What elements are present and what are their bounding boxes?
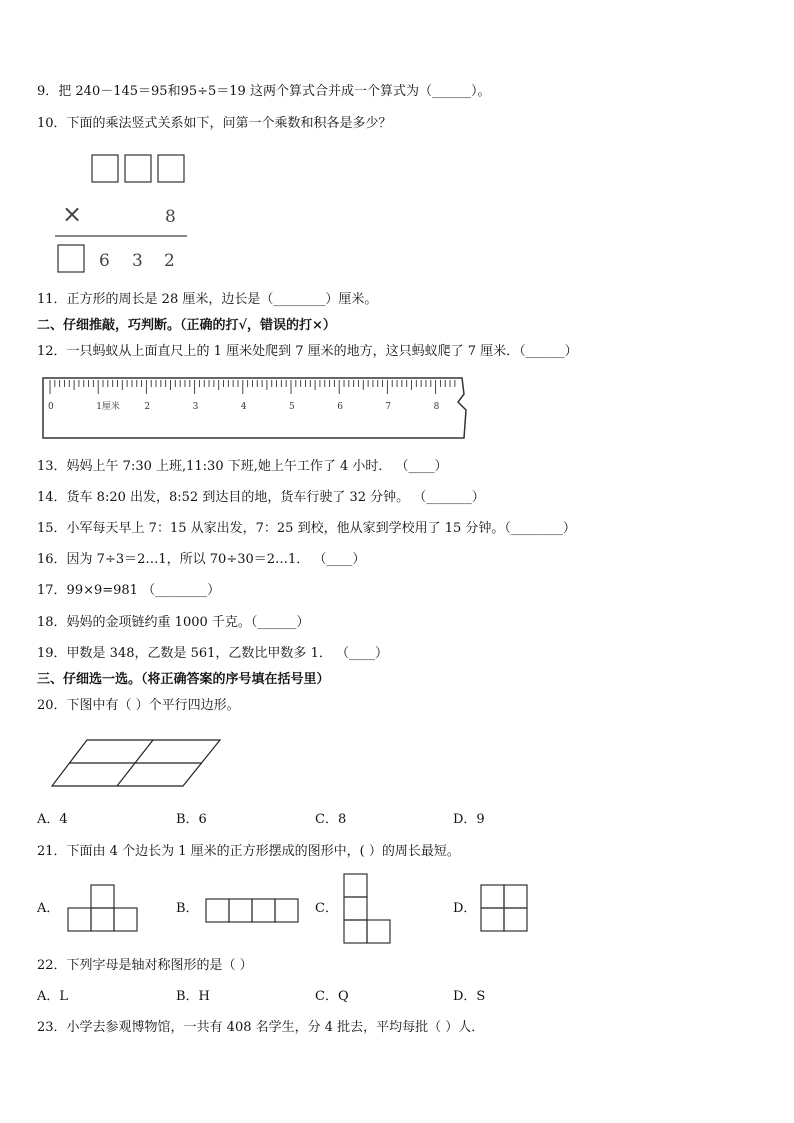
q21-label-a: A． bbox=[37, 901, 60, 916]
question-16: 16．因为 7÷3＝2…1，所以 70÷30＝2…1． （____） bbox=[37, 552, 366, 567]
q22-option-a: A．L bbox=[37, 989, 69, 1004]
ruler-label: 4 bbox=[240, 402, 247, 412]
times-sign: × bbox=[62, 200, 83, 228]
q22-option-c: C．Q bbox=[315, 989, 349, 1004]
ruler-label: 5 bbox=[289, 402, 295, 412]
q21-label-d: D． bbox=[453, 901, 477, 916]
q22-option-d: D．S bbox=[453, 989, 486, 1004]
question-22: 22．下列字母是轴对称图形的是（ ） bbox=[37, 958, 253, 973]
question-11: 11．正方形的周长是 28 厘米，边长是（________）厘米。 bbox=[37, 292, 378, 307]
question-20: 20．下图中有（ ）个平行四边形。 bbox=[37, 698, 240, 713]
ruler-label: 2 bbox=[144, 402, 151, 412]
ruler-label: 3 bbox=[192, 402, 199, 412]
multiplier-digit: 8 bbox=[165, 207, 176, 227]
ruler-label: 6 bbox=[337, 402, 343, 412]
question-10: 10．下面的乘法竖式关系如下，问第一个乘数和积各是多少？ bbox=[37, 116, 392, 131]
q20-option-b: B．6 bbox=[176, 812, 207, 827]
q20-option-c: C．8 bbox=[315, 812, 347, 827]
ruler-image bbox=[42, 376, 470, 440]
ruler-label: 8 bbox=[433, 402, 440, 412]
multiplication-figure bbox=[50, 150, 200, 275]
parallelogram-figure bbox=[50, 738, 225, 790]
question-15: 15．小军每天早上 7：15 从家出发，7：25 到校，他从家到学校用了 15 分钟。（________） bbox=[37, 521, 576, 536]
q20-option-d: D．9 bbox=[453, 812, 485, 827]
question-12: 12．一只蚂蚁从上面直尺上的 1 厘米处爬到 7 厘米的地方，这只蚂蚁爬了 7 厘米．（______） bbox=[37, 344, 578, 359]
question-23: 23．小学去参观博物馆，一共有 408 名学生，分 4 批去，平均每批（ ）人． bbox=[37, 1020, 485, 1035]
product-digit: 3 bbox=[132, 251, 143, 271]
q22-option-b: B．H bbox=[176, 989, 210, 1004]
question-19: 19．甲数是 348，乙数是 561，乙数比甲数多 1． （____） bbox=[37, 646, 388, 661]
q21-shape-d bbox=[479, 883, 530, 934]
question-13: 13．妈妈上午 7:30 上班,11:30 下班,她上午工作了 4 小时． （____） bbox=[37, 459, 448, 474]
section-2-heading: 二、仔细推敲，巧判断。（正确的打√，错误的打×） bbox=[37, 318, 336, 333]
q21-shape-c bbox=[342, 872, 393, 945]
section-3-heading: 三、仔细选一选。（将正确答案的序号填在括号里） bbox=[37, 672, 330, 687]
question-9: 9．把 240－145＝95和95÷5＝19 这两个算式合并成一个算式为（______）。 bbox=[37, 84, 491, 99]
q21-label-b: B． bbox=[176, 901, 199, 916]
q21-shape-a bbox=[66, 883, 140, 933]
question-14: 14．货车 8:20 出发，8:52 到达目的地，货车行驶了 32 分钟。 （_______） bbox=[37, 490, 485, 505]
product-digit: 6 bbox=[99, 251, 110, 271]
q21-label-c: C． bbox=[315, 901, 338, 916]
question-18: 18．妈妈的金项链约重 1000 千克。（______） bbox=[37, 615, 310, 630]
product-digit: 2 bbox=[164, 251, 175, 271]
ruler-label: 0 bbox=[48, 402, 54, 412]
q21-shape-b bbox=[204, 897, 302, 924]
question-21: 21．下面由 4 个边长为 1 厘米的正方形摆成的图形中，( ）的周长最短。 bbox=[37, 844, 460, 859]
question-17: 17．99×9=981 （________） bbox=[37, 583, 221, 598]
q20-option-a: A．4 bbox=[37, 812, 68, 827]
ruler-label: 1厘米 bbox=[96, 402, 120, 412]
ruler-label: 7 bbox=[385, 402, 392, 412]
